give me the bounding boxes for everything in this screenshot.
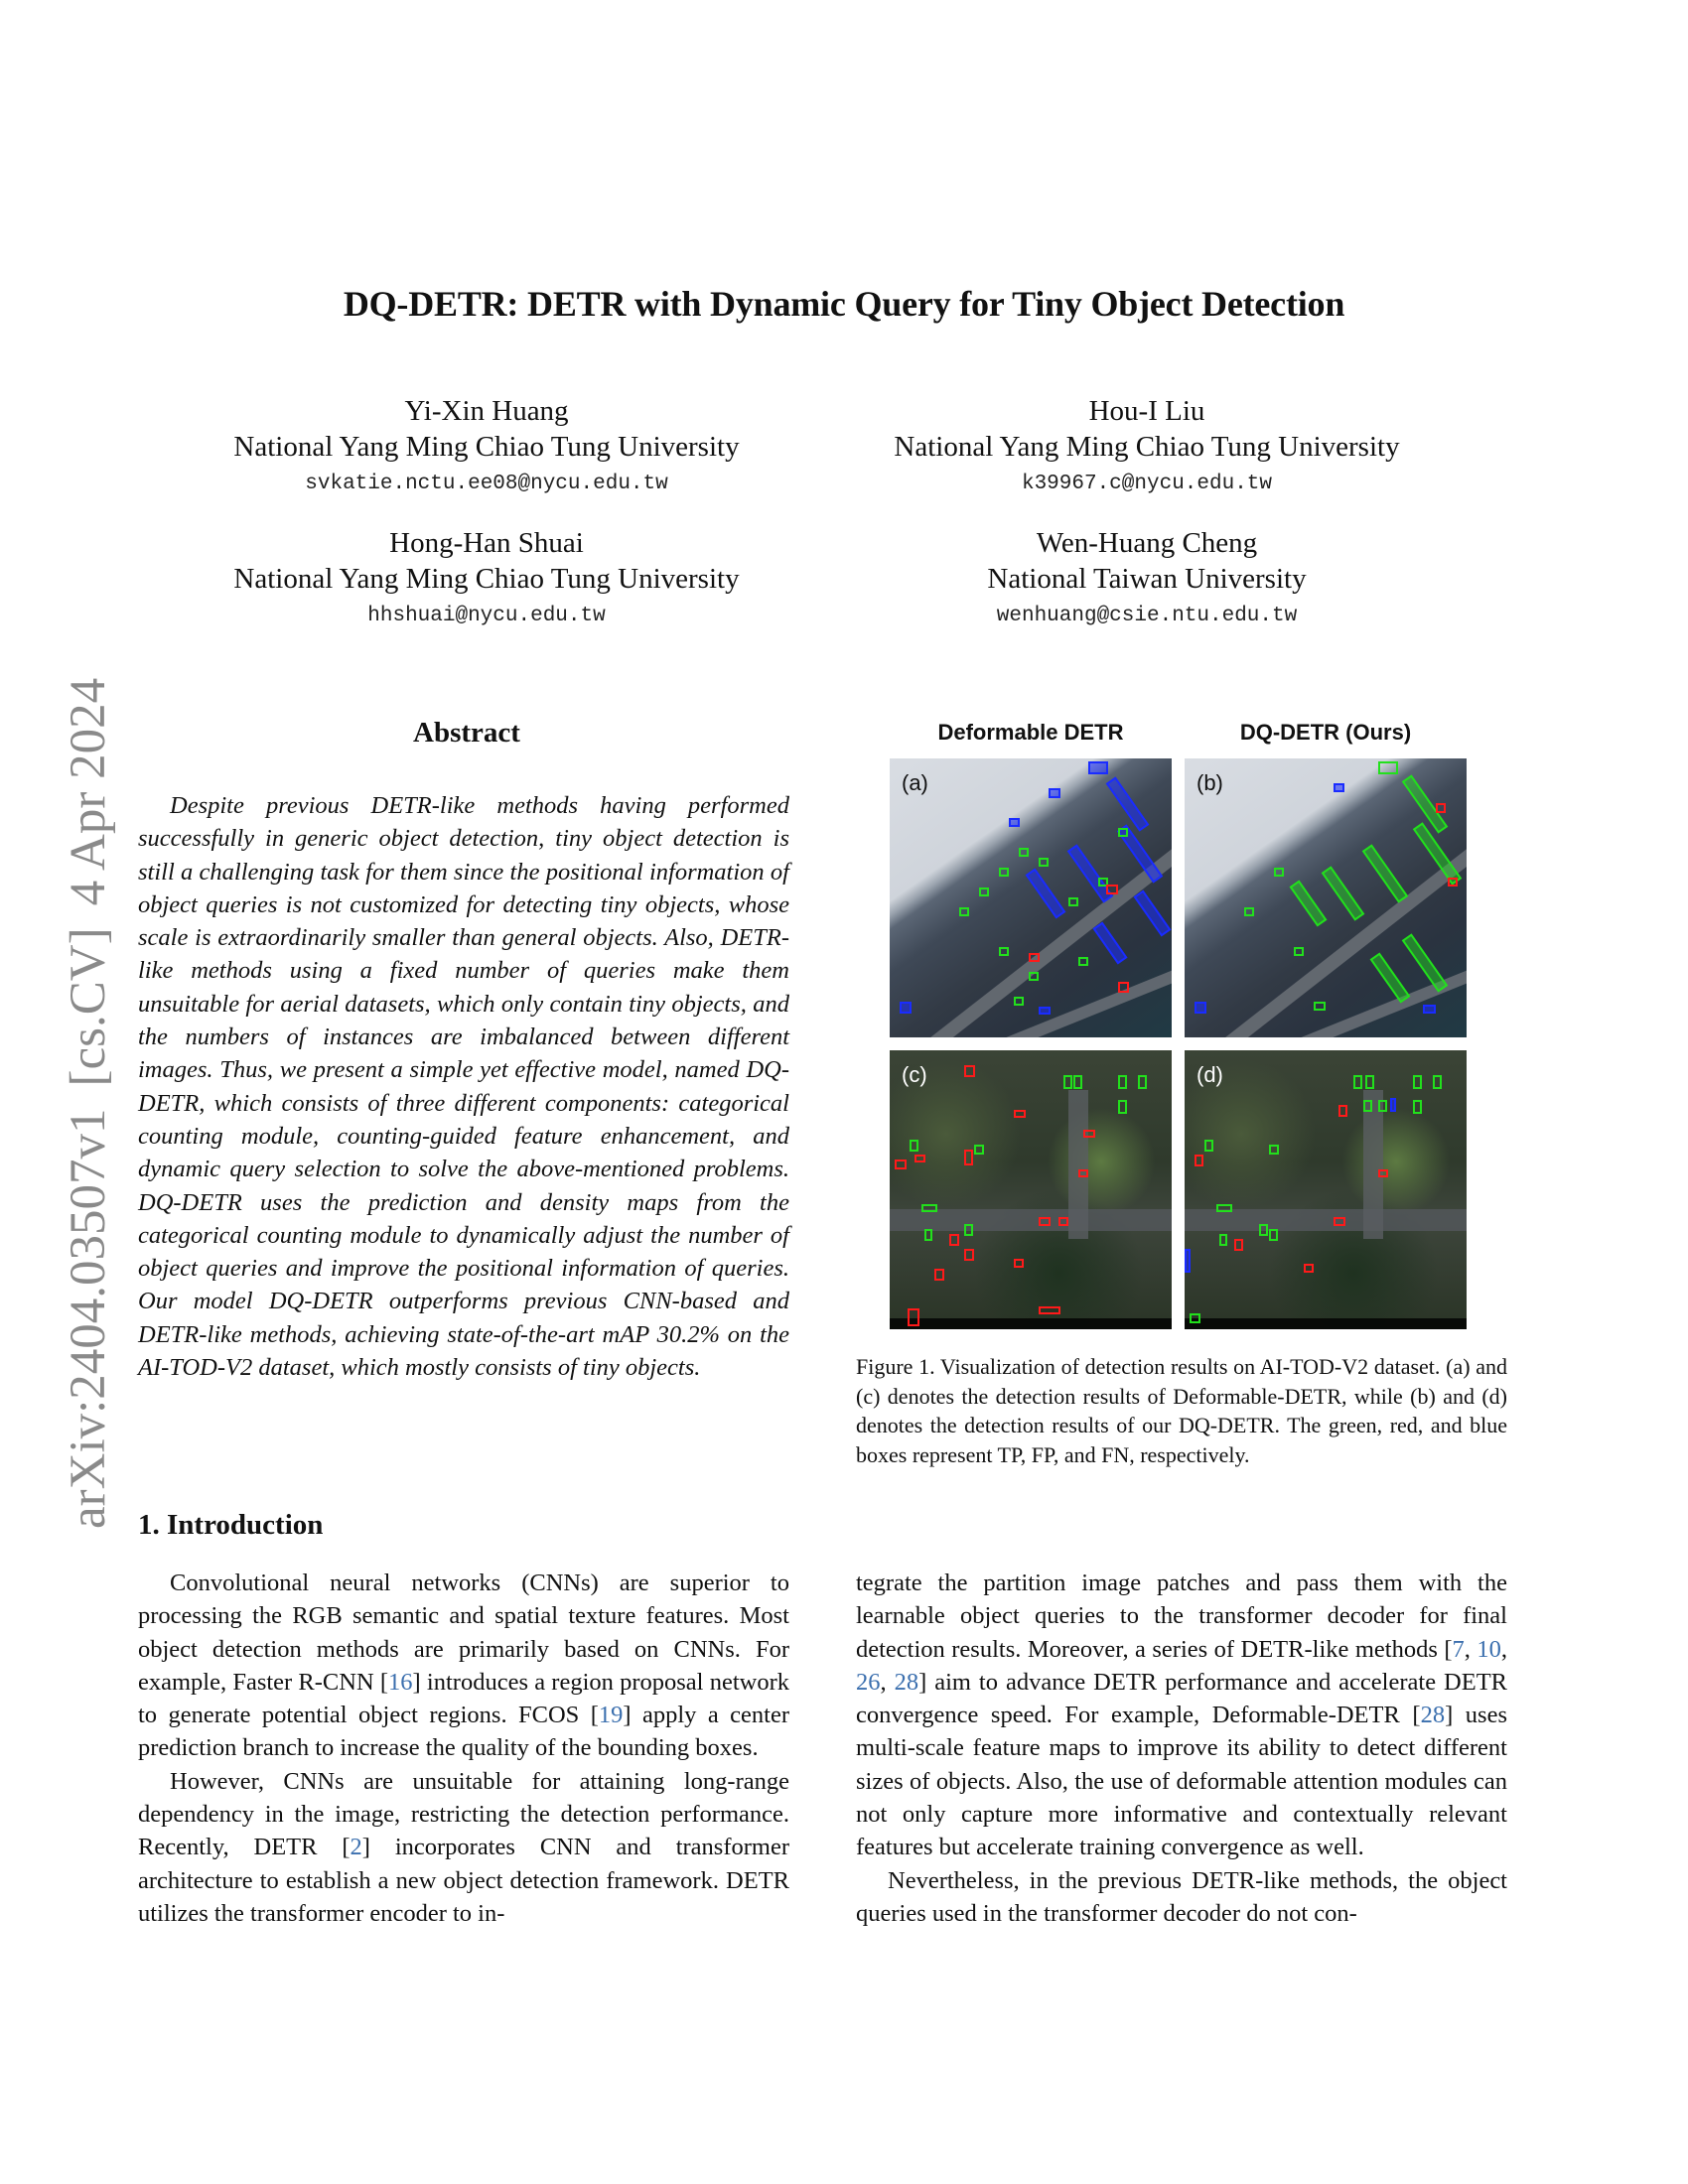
- author-affiliation: National Taiwan University: [987, 563, 1307, 595]
- figure-caption: Figure 1. Visualization of detection results on AI-TOD-V2 dataset. (a) and (c) denotes the detection results of Deformable-DETR, while (b) and (d) denotes the detection results of our DQ-DETR. The green, red, and blue boxes represent TP, FP, and FN, respectively.: [856, 1354, 1507, 1467]
- figure-panel-d: [1185, 1050, 1467, 1329]
- arxiv-id: arXiv:2404.03507v1: [61, 1108, 116, 1529]
- arxiv-date: 4 Apr 2024: [61, 677, 116, 906]
- introduction-heading: 1. Introduction: [138, 1509, 324, 1541]
- citation-link[interactable]: 10: [1477, 1635, 1501, 1663]
- abstract-paragraph: Despite previous DETR-like methods having performed successfully in generic object detection, tiny object detection is still a challenging task for them since the positional information of object queries is not customized for detecting tiny objects, whose scale is extraordinarily smaller than general objects. Also, DETR-like methods using a fixed number of queries make them unsuitable for aerial datasets, which only contain tiny objects, and the numbers of instances are imbalanced between different images. Thus, we present a simple yet effective model, named DQ-DETR, which consists of three different components: categorical counting module, counting-guided feature enhancement, and dynamic query selection to solve the above-mentioned problems. DQ-DETR uses the prediction and density maps from the categorical counting module to dynamically adjust the number of object queries and improve the positional information of queries. Our model DQ-DETR outperforms previous CNN-based and DETR-like methods, achieving state-of-the-art mAP 30.2% on the AI-TOD-V2 dataset, which mostly consists of tiny objects.: [138, 792, 789, 1382]
- abstract-heading: Abstract: [413, 717, 520, 749]
- author-4: [834, 525, 1460, 634]
- panel-tag: (b): [1196, 770, 1223, 795]
- figure-panel-c: [890, 1050, 1172, 1329]
- arxiv-category: [cs.CV]: [61, 927, 116, 1087]
- figure-column-label-left: Deformable DETR: [937, 720, 1124, 745]
- author-affiliation: National Yang Ming Chiao Tung University: [233, 563, 740, 595]
- author-name: Hong-Han Shuai: [389, 527, 584, 559]
- author-1: [179, 393, 794, 502]
- author-email[interactable]: hhshuai@nycu.edu.tw: [367, 605, 606, 627]
- author-affiliation: National Yang Ming Chiao Tung University: [894, 431, 1400, 463]
- panel-tag: (c): [902, 1062, 927, 1087]
- citation-link[interactable]: 16: [388, 1668, 413, 1696]
- author-email[interactable]: svkatie.nctu.ee08@nycu.edu.tw: [305, 473, 668, 495]
- author-2: [834, 393, 1460, 502]
- figure-column-label-right: DQ-DETR (Ours): [1239, 720, 1412, 745]
- citation-link[interactable]: 19: [598, 1702, 624, 1729]
- intro-paragraph-4: Nevertheless, in the previous DETR-like methods, the object queries used in the transformer decoder do not con-: [856, 1866, 1507, 1927]
- author-3: [179, 525, 794, 634]
- author-affiliation: National Yang Ming Chiao Tung University: [233, 431, 740, 463]
- author-name: Yi-Xin Huang: [404, 395, 569, 427]
- author-name: Hou-I Liu: [1088, 395, 1205, 427]
- author-email[interactable]: wenhuang@csie.ntu.edu.tw: [996, 605, 1298, 627]
- abstract-body: [138, 789, 789, 1384]
- citation-link[interactable]: 28: [1420, 1702, 1446, 1729]
- citation-link[interactable]: 26: [856, 1668, 881, 1696]
- figure-panel-b: [1185, 758, 1467, 1037]
- panel-tag: (a): [902, 770, 928, 795]
- citation-link[interactable]: 7: [1452, 1635, 1465, 1663]
- figure-panel-a: [890, 758, 1172, 1037]
- intro-paragraph-3: tegrate the partition image patches and pass them with the learnable object queries to the transformer decoder for final detection results. Moreover, a series of DETR-like methods [7, 10, 26, 28] aim to advance DETR performance and accelerate DETR convergence speed. For example, Deformable-DETR [28] uses multi-scale feature maps to improve its ability to detect different sizes of objects. Also, the use of deformable attention modules can not only capture more informative and contextually relevant features but accelerate training convergence as well.: [856, 1570, 1507, 1861]
- intro-paragraph-2: However, CNNs are unsuitable for attaining long-range dependency in the image, restricting the detection performance. Recently, DETR [2] incorporates CNN and transformer architecture to establish a new object detection framework. DETR utilizes the transformer encoder to in-: [138, 1767, 789, 1927]
- panel-tag: (d): [1196, 1062, 1223, 1087]
- introduction-left-column: [138, 1567, 789, 1930]
- author-email[interactable]: k39967.c@nycu.edu.tw: [1021, 473, 1273, 495]
- introduction-right-column: [856, 1567, 1507, 1930]
- citation-link[interactable]: 28: [894, 1668, 919, 1696]
- paper-title: DQ-DETR: DETR with Dynamic Query for Tiny Object Detection: [343, 284, 1345, 324]
- author-name: Wen-Huang Cheng: [1036, 527, 1258, 559]
- intro-paragraph-1: Convolutional neural networks (CNNs) are superior to processing the RGB semantic and spatial texture features. Most object detection methods are primarily based on CNNs. For example, Faster R-CNN [16] introduces a region proposal network to generate potential object regions. FCOS [19] apply a center prediction branch to increase the quality of the bounding boxes.: [138, 1570, 789, 1762]
- citation-link[interactable]: 2: [350, 1834, 362, 1861]
